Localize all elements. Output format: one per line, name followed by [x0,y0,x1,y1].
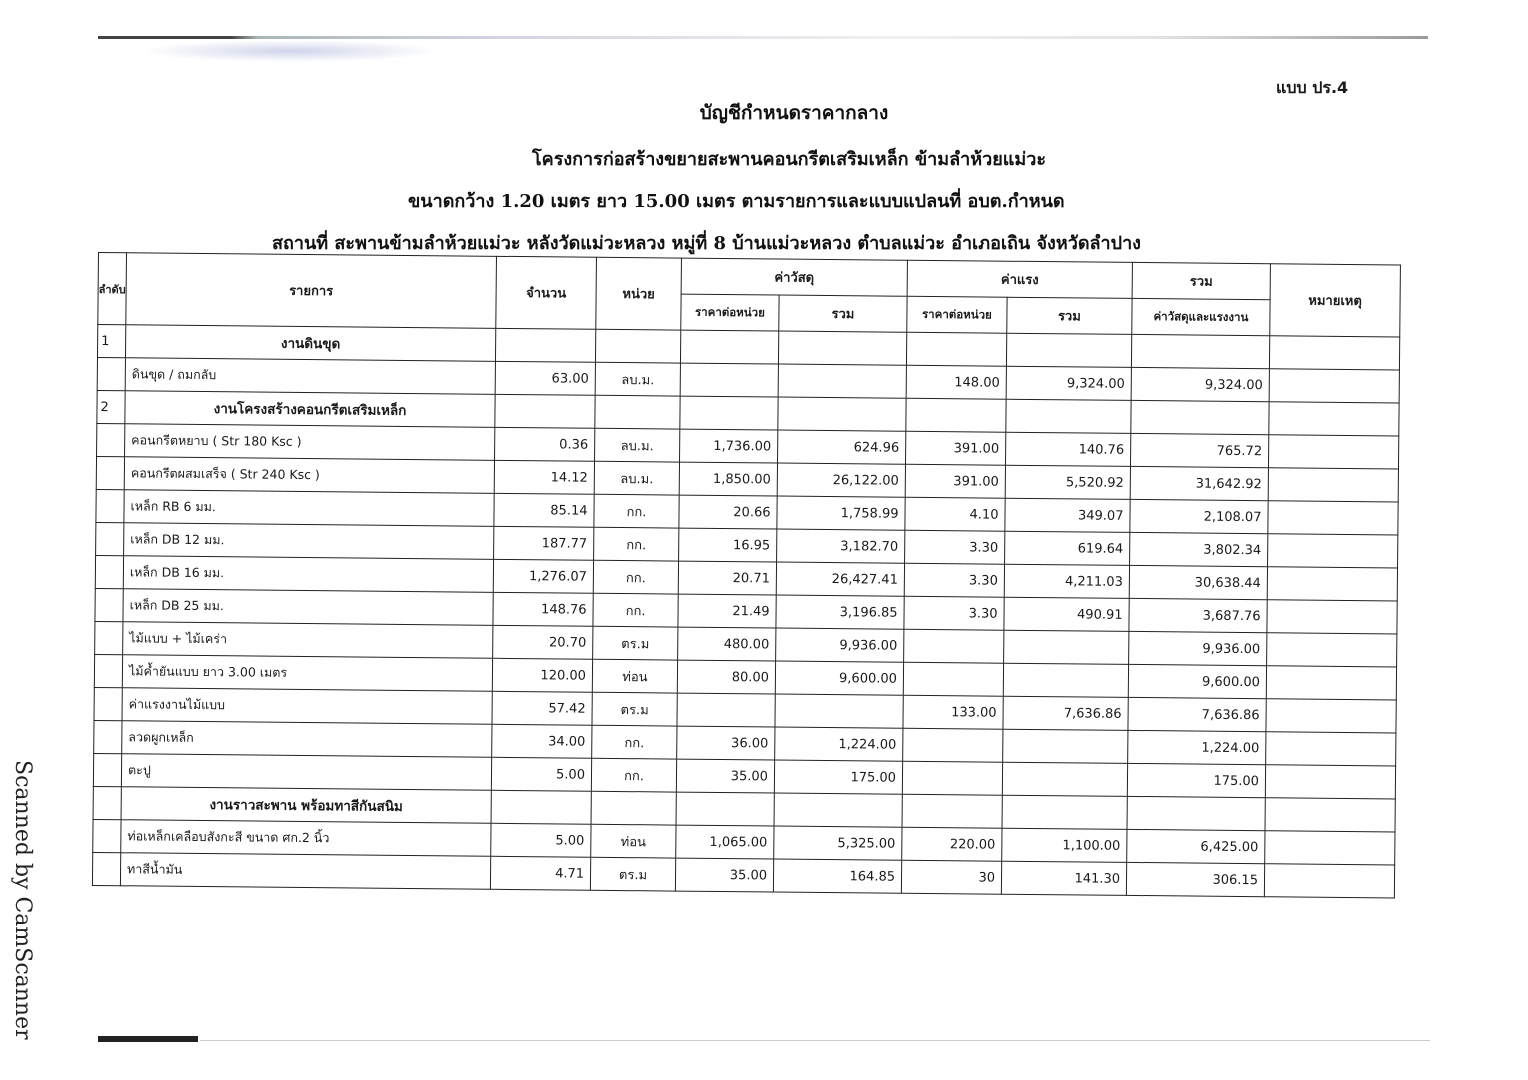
cell-unit: ตร.ม [592,692,677,726]
document-title: บัญชีกำหนดราคากลาง [699,102,889,124]
cell-unit [595,329,680,363]
cell-material-unit-price [680,396,778,430]
cell-labor-unit-price: 391.00 [905,431,1005,465]
cell-material-sum: 3,196.85 [776,595,904,629]
cell-no [94,654,122,687]
cell-total: 306.15 [1126,862,1264,896]
cell-qty [495,394,595,428]
cell-material-sum: 1,224.00 [775,727,903,761]
cell-labor-unit-price [902,761,1002,795]
cell-no [93,753,121,786]
cell-total: 9,600.00 [1128,664,1266,698]
cell-unit: ลบ.ม. [594,461,679,495]
cell-section-title: งานราวสะพาน พร้อมทาสีกันสนิม [121,787,491,824]
cell-material-unit-price: 480.00 [678,627,776,661]
cell-material-sum: 164.85 [773,859,901,893]
cell-material-sum [778,331,906,365]
cell-no: 2 [97,390,125,423]
cell-total: 7,636.86 [1128,697,1266,731]
cell-qty: 5.00 [491,757,591,791]
cell-labor-sum [1003,663,1128,697]
cell-no: 1 [97,325,125,358]
cell-section-title: งานโครงสร้างคอนกรีตเสริมเหล็ก [125,391,495,428]
cell-remark [1267,633,1397,667]
cell-material-sum: 26,122.00 [777,463,905,497]
cell-labor-unit-price: 3.30 [904,563,1004,597]
cell-qty: 20.70 [493,625,593,659]
cell-labor-sum [1006,399,1131,433]
project-size: ขนาดกว้าง 1.20 เมตร ยาว 15.00 เมตร ตามรายการและแบบแปลนที่ อบต.กำหนด [408,191,1065,212]
cell-material-sum [774,793,902,827]
cell-material-unit-price [680,330,778,364]
cell-material-sum: 1,758.99 [777,496,905,530]
project-location: สถานที่ สะพานข้ามลำห้วยแม่วะ หลังวัดแม่วะหลวง หมู่ที่ 8 บ้านแม่วะหลวง ตำบลแม่วะ อำเภอเถิน จังหวัดลำปาง [272,233,1141,254]
cell-material-sum: 9,600.00 [775,661,903,695]
cell-remark [1269,369,1399,403]
cell-labor-sum: 140.76 [1005,432,1130,466]
cell-labor-unit-price: 220.00 [902,827,1002,861]
cell-total: 765.72 [1130,433,1268,467]
cell-qty: 14.12 [494,460,594,494]
cell-labor-unit-price: 30 [901,860,1001,894]
cell-total: 1,224.00 [1128,730,1266,764]
cell-material-sum [778,364,906,398]
cell-no [97,423,125,456]
cell-labor-unit-price: 4.10 [905,497,1005,531]
header-material-sum: รวม [779,295,907,332]
header-remark: หมายเหตุ [1270,264,1401,337]
cell-no [96,522,124,555]
cell-remark [1268,468,1398,502]
camscanner-watermark: Scanned by CamScanner [10,760,35,1040]
cell-remark [1267,567,1397,601]
cell-total: 3,687.76 [1129,598,1267,632]
cell-labor-unit-price [906,332,1006,366]
header-labor: ค่าแรง [907,260,1132,298]
cell-no [93,786,121,819]
cell-total: 9,324.00 [1131,367,1269,401]
cell-material-unit-price: 80.00 [677,660,775,694]
cell-no [96,456,124,489]
cell-total: 6,425.00 [1127,829,1265,863]
cell-item: ลวดผูกเหล็ก [122,721,492,758]
cell-item: เหล็ก DB 16 มม. [123,556,493,593]
cell-unit: ท่อน [592,659,677,693]
cell-section-title: งานดินขุด [125,325,495,362]
cell-qty: 85.14 [494,493,594,527]
header-no: ลำดับ [98,253,127,325]
header-material: ค่าวัสดุ [681,258,907,296]
cell-no [95,621,123,654]
cell-labor-sum [1004,630,1129,664]
cell-qty [495,328,595,362]
cell-material-unit-price: 16.95 [679,528,777,562]
cell-labor-sum: 7,636.86 [1003,696,1128,730]
cell-total: 30,638.44 [1129,565,1267,599]
cell-unit: กก. [594,527,679,561]
header-total-sub: ค่าวัสดุและแรงงาน [1132,298,1270,335]
form-code: แบบ ปร.4 [1276,78,1349,97]
cell-no [94,687,122,720]
cell-item: คอนกรีตผสมเสร็จ ( Str 240 Ksc ) [124,457,494,494]
cell-unit: กก. [593,593,678,627]
cell-no [93,819,121,852]
cell-labor-sum: 349.07 [1005,498,1130,532]
header-qty: จำนวน [496,256,597,329]
cell-labor-unit-price: 133.00 [903,695,1003,729]
cell-labor-sum [1003,729,1128,763]
cell-labor-sum [1002,795,1127,829]
cell-total [1131,400,1269,434]
cell-material-unit-price: 36.00 [677,726,775,760]
cell-material-sum: 3,182.70 [777,529,905,563]
cell-material-sum: 5,325.00 [774,826,902,860]
cell-remark [1267,600,1397,634]
cell-item: ท่อเหล็กเคลือบสังกะสี ขนาด ศก.2 นิ้ว [121,820,491,857]
cell-labor-unit-price: 148.00 [906,365,1006,399]
cell-qty: 187.77 [494,526,594,560]
cell-qty: 0.36 [495,427,595,461]
cell-qty: 120.00 [492,658,592,692]
header-item: รายการ [126,253,497,329]
price-table-wrapper [92,252,1401,898]
cell-labor-sum [1002,762,1127,796]
cell-labor-unit-price: 3.30 [904,596,1004,630]
cell-material-unit-price: 35.00 [676,759,774,793]
cell-labor-sum: 4,211.03 [1004,564,1129,598]
cell-unit: กก. [594,494,679,528]
cell-unit: ลบ.ม. [595,428,680,462]
cell-material-sum [775,694,903,728]
table-body [92,325,1399,898]
cell-material-unit-price: 35.00 [675,858,773,892]
cell-material-unit-price: 1,850.00 [679,462,777,496]
cell-material-sum: 9,936.00 [776,628,904,662]
cell-unit: ตร.ม [590,857,675,891]
cell-unit [591,791,676,825]
cell-material-unit-price [677,693,775,727]
cell-material-unit-price: 20.66 [679,495,777,529]
cell-labor-sum: 5,520.92 [1005,465,1130,499]
cell-material-sum [778,397,906,431]
cell-total: 3,802.34 [1130,532,1268,566]
header-material-unit-price: ราคาต่อหน่วย [681,294,779,331]
cell-remark [1268,501,1398,535]
scan-edge-top [98,36,1428,39]
price-table [92,252,1401,898]
cell-remark [1264,864,1394,898]
cell-item: ค่าแรงงานไม้แบบ [122,688,492,725]
cell-unit: กก. [591,758,676,792]
cell-labor-sum [1006,333,1131,367]
cell-no [95,588,123,621]
cell-unit: กก. [593,560,678,594]
cell-item: ดินขุด / ถมกลับ [125,358,495,395]
cell-unit: ตร.ม [593,626,678,660]
cell-remark [1265,831,1395,865]
cell-item: ตะปู [121,754,491,791]
header-total: รวม [1132,262,1270,299]
cell-labor-unit-price: 391.00 [905,464,1005,498]
cell-remark [1269,336,1399,370]
cell-unit [595,395,680,429]
cell-remark [1265,765,1395,799]
project-name: โครงการก่อสร้างขยายสะพานคอนกรีตเสริมเหล็ก ข้ามลำห้วยแม่วะ [531,149,1046,170]
cell-material-unit-price: 20.71 [678,561,776,595]
header-labor-sum: รวม [1007,297,1132,334]
cell-material-sum: 624.96 [778,430,906,464]
cell-labor-unit-price [904,629,1004,663]
scan-smudge [140,40,440,62]
cell-labor-sum: 490.91 [1004,597,1129,631]
cell-unit: ลบ.ม. [595,362,680,396]
cell-qty: 5.00 [491,823,591,857]
header-labor-unit-price: ราคาต่อหน่วย [907,296,1007,333]
cell-total: 175.00 [1127,763,1265,797]
cell-remark [1266,699,1396,733]
cell-remark [1266,732,1396,766]
cell-labor-unit-price [903,662,1003,696]
cell-material-unit-price: 21.49 [678,594,776,628]
cell-no [95,555,123,588]
cell-material-sum: 175.00 [774,760,902,794]
cell-total: 2,108.07 [1130,499,1268,533]
cell-labor-sum: 9,324.00 [1006,366,1131,400]
cell-remark [1269,402,1399,436]
cell-qty: 148.76 [493,592,593,626]
cell-labor-unit-price [906,398,1006,432]
cell-unit: กก. [592,725,677,759]
cell-item: เหล็ก DB 25 มม. [123,589,493,626]
cell-labor-sum: 141.30 [1001,861,1126,895]
cell-total [1127,796,1265,830]
cell-qty [491,790,591,824]
cell-labor-sum: 1,100.00 [1002,828,1127,862]
cell-item: ไม้แบบ + ไม้เคร่า [123,622,493,659]
cell-total: 31,642.92 [1130,466,1268,500]
scan-edge-bottom [200,1040,1430,1041]
cell-labor-sum: 619.64 [1005,531,1130,565]
cell-material-sum: 26,427.41 [776,562,904,596]
cell-qty: 63.00 [495,361,595,395]
cell-remark [1266,666,1396,700]
cell-unit: ท่อน [591,824,676,858]
cell-labor-unit-price: 3.30 [905,530,1005,564]
cell-item: คอนกรีตหยาบ ( Str 180 Ksc ) [125,424,495,461]
header-unit: หน่วย [596,257,682,330]
cell-item: ไม้ค้ำยันแบบ ยาว 3.00 เมตร [122,655,492,692]
cell-material-unit-price: 1,065.00 [676,825,774,859]
cell-qty: 57.42 [492,691,592,725]
cell-labor-unit-price [902,794,1002,828]
scan-edge-bottom-mark [98,1036,198,1042]
cell-remark [1268,435,1398,469]
cell-remark [1268,534,1398,568]
cell-item: เหล็ก DB 12 มม. [124,523,494,560]
cell-qty: 4.71 [490,856,590,890]
cell-no [96,489,124,522]
cell-item: เหล็ก RB 6 มม. [124,490,494,527]
cell-no [97,357,125,390]
cell-item: ทาสีน้ำมัน [120,853,490,890]
cell-total: 9,936.00 [1129,631,1267,665]
cell-total [1131,334,1269,368]
cell-no [94,720,122,753]
cell-material-unit-price [676,792,774,826]
cell-material-unit-price [680,363,778,397]
cell-labor-unit-price [903,728,1003,762]
cell-material-unit-price: 1,736.00 [680,429,778,463]
cell-no [92,852,120,885]
cell-remark [1265,798,1395,832]
cell-qty: 34.00 [492,724,592,758]
cell-qty: 1,276.07 [493,559,593,593]
